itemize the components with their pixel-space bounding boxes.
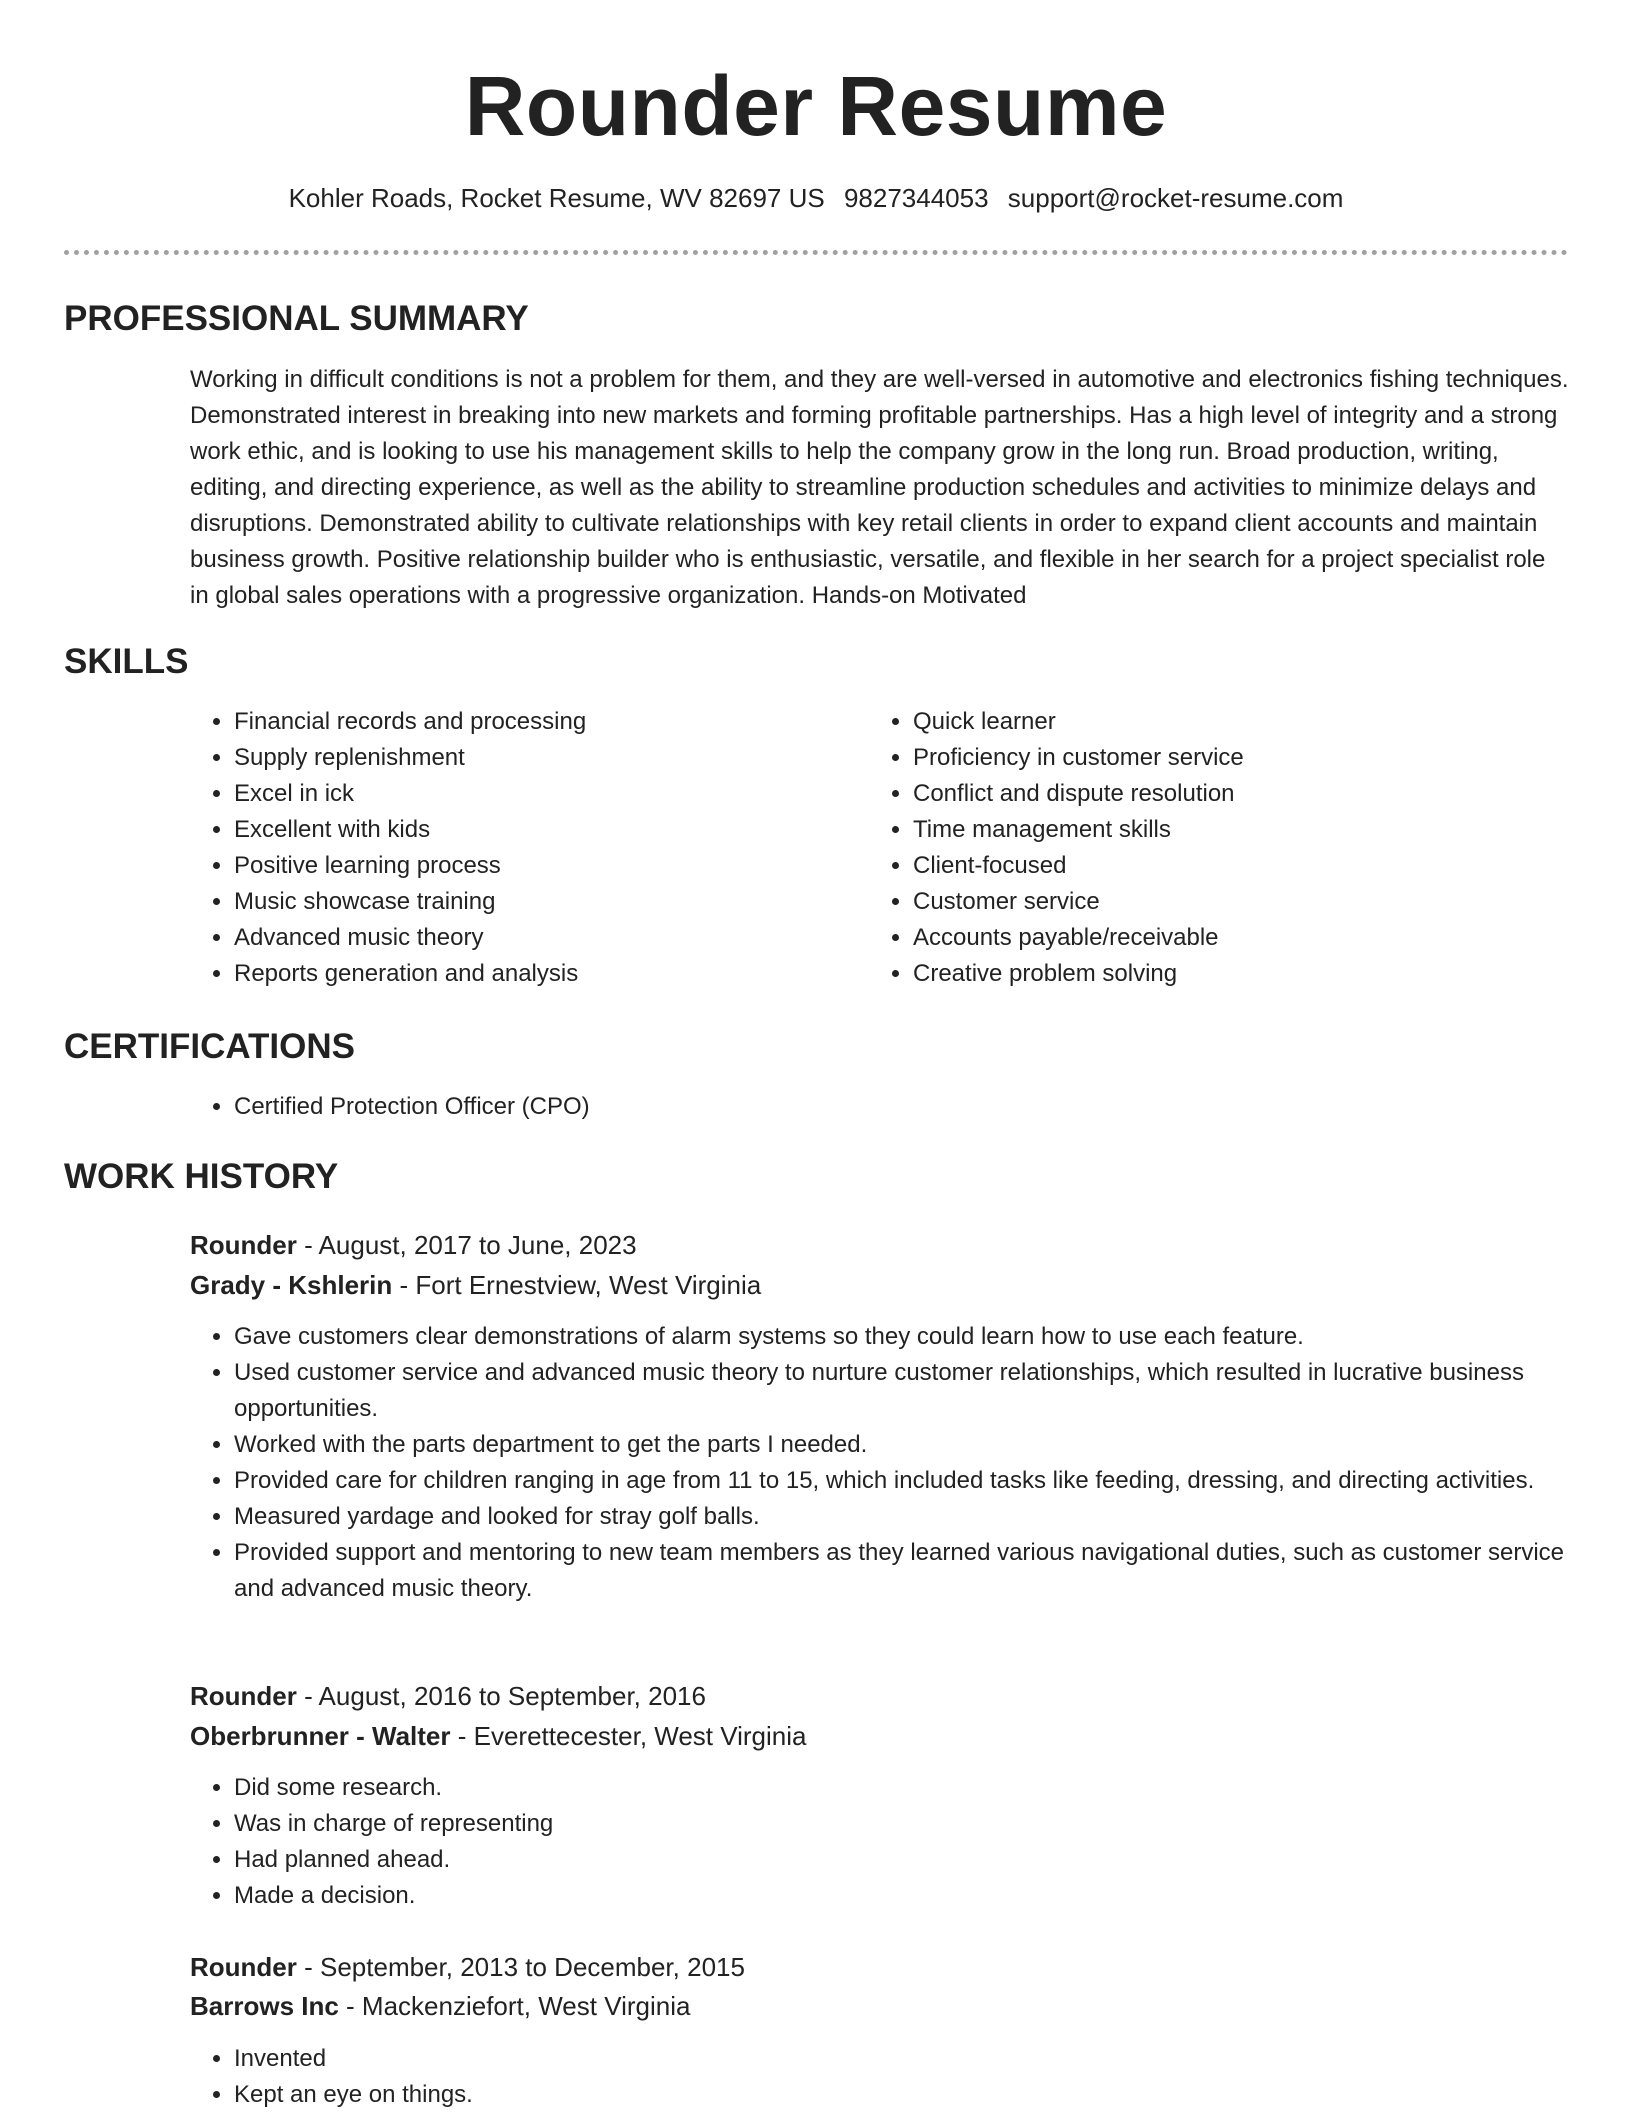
skills-list-left xyxy=(190,704,854,992)
certifications-heading: CERTIFICATIONS xyxy=(64,1027,356,1066)
job-location: - Everettecester, West Virginia xyxy=(450,1721,807,1751)
job-dates: - August, 2016 to September, 2016 xyxy=(296,1681,706,1711)
skill-item: • Reports generation and analysis xyxy=(234,956,854,992)
job-dates: - August, 2017 to June, 2023 xyxy=(296,1230,637,1260)
certification-item: • Certified Protection Officer (CPO) xyxy=(234,1089,1534,1125)
job-title-line xyxy=(190,1677,706,1715)
job-duties-list xyxy=(190,1770,1574,1914)
skill-item: • Positive learning process xyxy=(234,848,854,884)
skill-item: • Client-focused xyxy=(913,848,1553,884)
job-duties-list xyxy=(190,2041,1574,2113)
skill-item: • Advanced music theory xyxy=(234,920,854,956)
job-company: Oberbrunner - Walter xyxy=(190,1721,451,1751)
job-duty: • Provided care for children ranging in age from 11 to 15, which included tasks like feeding, dressing, and directing activities. xyxy=(234,1463,1574,1499)
contact-line xyxy=(0,180,1632,216)
job-duties-list xyxy=(190,1319,1574,1607)
job-company: Barrows Inc xyxy=(190,1991,339,2021)
skill-item: • Time management skills xyxy=(913,812,1553,848)
skill-item: • Excel in ick xyxy=(234,776,854,812)
job-duty: • Kept an eye on things. xyxy=(234,2077,1574,2113)
job-duty: • Had planned ahead. xyxy=(234,1842,1574,1878)
header-divider xyxy=(64,250,1568,255)
contact-email: support@rocket-resume.com xyxy=(1007,183,1344,213)
skill-item: • Accounts payable/receivable xyxy=(913,920,1553,956)
job-role: Rounder xyxy=(190,1230,297,1260)
candidate-name: Rounder Resume xyxy=(464,59,1168,153)
skill-item: • Supply replenishment xyxy=(234,740,854,776)
job-role: Rounder xyxy=(190,1952,297,1982)
job-duty: • Worked with the parts department to get the parts I needed. xyxy=(234,1427,1574,1463)
job-company-line xyxy=(190,1266,761,1304)
job-duty: • Made a decision. xyxy=(234,1878,1574,1914)
skill-item: • Financial records and processing xyxy=(234,704,854,740)
job-duty: • Was in charge of representing xyxy=(234,1806,1574,1842)
skills-heading: SKILLS xyxy=(64,642,189,681)
skills-list-right xyxy=(869,704,1553,992)
skill-item: • Music showcase training xyxy=(234,884,854,920)
contact-phone: 9827344053 xyxy=(843,183,989,213)
job-role: Rounder xyxy=(190,1681,297,1711)
job-duty: • Gave customers clear demonstrations of alarm systems so they could learn how to use each feature. xyxy=(234,1319,1574,1355)
skill-item: • Conflict and dispute resolution xyxy=(913,776,1553,812)
job-dates: - September, 2013 to December, 2015 xyxy=(296,1952,745,1982)
skill-item: • Proficiency in customer service xyxy=(913,740,1553,776)
job-duty: • Used customer service and advanced music theory to nurture customer relationships, which resulted in lucrative business opportunities. xyxy=(234,1355,1574,1427)
summary-text: Working in difficult conditions is not a problem for them, and they are well-versed in automotive and electronics fishing techniques. Demonstrated interest in breaking into new markets and forming profitable partnerships. Has a high level of integrity and a strong work ethic, and is looking to use his management skills to help the company grow in the long run. Broad production, writing, editing, and directing experience, as well as the ability to streamline production schedules and activities to minimize delays and disruptions. Demonstrated ability to cultivate relationships with key retail clients in order to expand client accounts and maintain business growth. Positive relationship builder who is enthusiastic, versatile, and flexible in her search for a project specialist role in global sales operations with a progressive organization. Hands-on Motivated xyxy=(190,366,1569,609)
job-duty: • Measured yardage and looked for stray golf balls. xyxy=(234,1499,1574,1535)
job-duty: • Provided support and mentoring to new team members as they learned various navigational duties, such as customer service and advanced music theory. xyxy=(234,1535,1574,1607)
work-history-heading: WORK HISTORY xyxy=(64,1157,339,1196)
job-title-line xyxy=(190,1948,745,1986)
certifications-list xyxy=(190,1089,1534,1125)
skill-item: • Excellent with kids xyxy=(234,812,854,848)
skill-item: • Creative problem solving xyxy=(913,956,1553,992)
job-company: Grady - Kshlerin xyxy=(190,1270,393,1300)
job-duty: • Invented xyxy=(234,2041,1574,2077)
job-location: - Fort Ernestview, West Virginia xyxy=(392,1270,762,1300)
job-company-line xyxy=(190,1717,806,1755)
skill-item: • Quick learner xyxy=(913,704,1553,740)
job-title-line xyxy=(190,1226,637,1264)
job-duty: • Did some research. xyxy=(234,1770,1574,1806)
job-location: - Mackenziefort, West Virginia xyxy=(338,1991,691,2021)
contact-address: Kohler Roads, Rocket Resume, WV 82697 US xyxy=(288,183,825,213)
job-company-line xyxy=(190,1987,690,2025)
summary-heading: PROFESSIONAL SUMMARY xyxy=(64,299,529,338)
skill-item: • Customer service xyxy=(913,884,1553,920)
